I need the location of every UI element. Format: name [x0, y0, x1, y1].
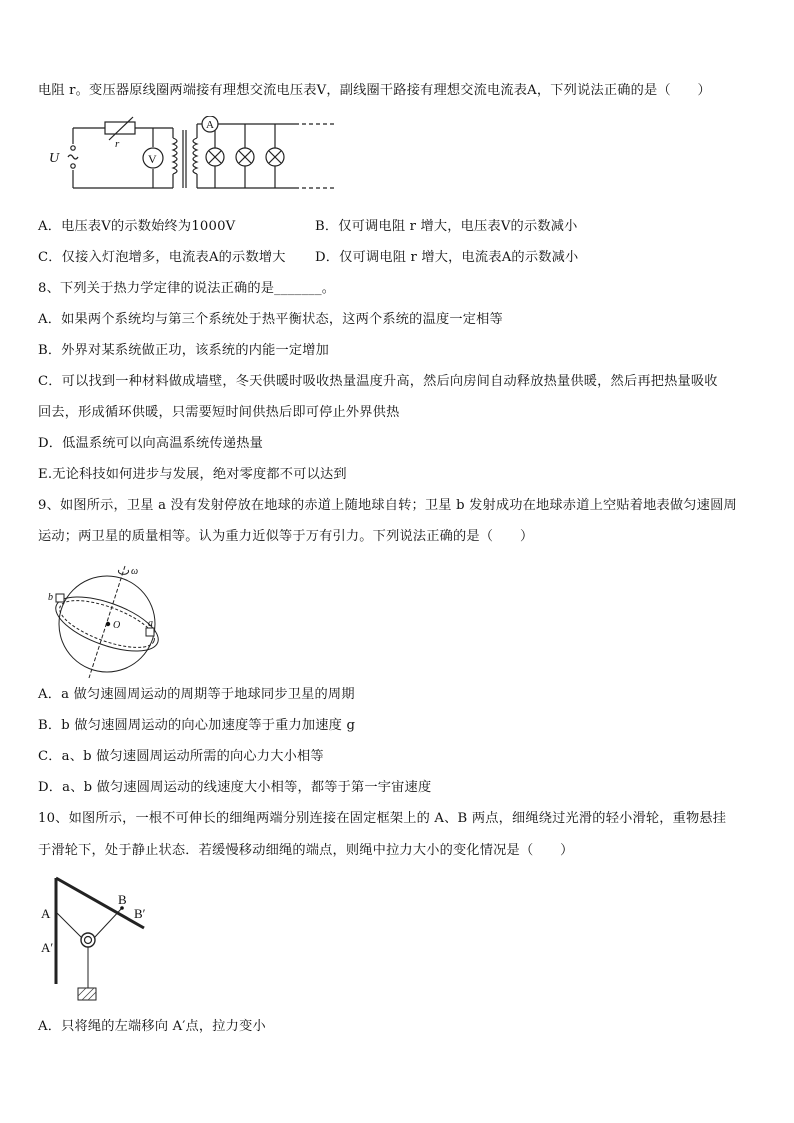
- earth-satellite-figure: [45, 562, 165, 680]
- q7-option-a: A．电压表V的示数始终为1000V: [38, 219, 236, 234]
- satellite-a-label: a: [148, 618, 153, 629]
- q8-option-c: C．可以找到一种材料做成墙壁，冬天供暖时吸收热量温度升高，然后向房间自动释放热量供暖，然后再把热量吸收: [38, 374, 718, 389]
- lamp-icon: [206, 148, 224, 166]
- q9-option-c: C．a、b 做匀速圆周运动所需的向心力大小相等: [38, 749, 324, 764]
- point-a-label: A: [41, 906, 51, 921]
- satellite-b-label: b: [48, 592, 53, 603]
- q7-option-c: C．仅接入灯泡增多，电流表A的示数增大: [38, 250, 286, 265]
- q8-option-b: B．外界对某系统做正功，该系统的内能一定增加: [38, 343, 330, 358]
- source-label: U: [49, 151, 60, 166]
- q10-stem-line1: 10、如图所示，一根不可伸长的细绳两端分别连接在固定框架上的 A、B 两点，细绳绕过光滑的轻小滑轮，重物悬挂: [38, 811, 727, 826]
- q10-option-a: A．只将绳的左端移向 A′点，拉力变小: [38, 1019, 266, 1034]
- satellite-b-icon: [56, 594, 64, 602]
- svg-text:V: V: [148, 152, 157, 166]
- resistor-label: r: [115, 138, 120, 150]
- q10-stem-line2: 于滑轮下，处于静止状态．若缓慢移动细绳的端点，则绳中拉力大小的变化情况是（ ）: [38, 843, 574, 858]
- q9-stem-line2: 运动；两卫星的质量相等。认为重力近似等于万有引力。下列说法正确的是（ ）: [38, 529, 534, 544]
- q8-option-c-continued: 回去，形成循环供暖，只需要短时间供热后即可停止外界供热: [38, 405, 400, 420]
- center-label: O: [113, 620, 121, 631]
- pulley-frame-figure: [38, 872, 158, 1004]
- q7-option-b: B．仅可调电阻 r 增大，电压表V的示数减小: [315, 219, 578, 234]
- ac-source-icon: [68, 146, 78, 168]
- ammeter-icon: [202, 116, 218, 132]
- q8-option-a: A．如果两个系统均与第三个系统处于热平衡状态，这两个系统的温度一定相等: [38, 312, 503, 327]
- weight-block-icon: [78, 988, 96, 1000]
- q8-option-e: E.无论科技如何进步与发展，绝对零度都不可以达到: [38, 467, 347, 482]
- q9-stem-line1: 9、如图所示，卫星 a 没有发射停放在地球的赤道上随地球自转；卫星 b 发射成功在地球赤道上空贴着地表做匀速圆周: [38, 498, 737, 513]
- point-b-label: B: [118, 892, 127, 907]
- q8-option-d: D．低温系统可以向高温系统传递热量: [38, 436, 263, 451]
- voltmeter-icon: [143, 148, 163, 168]
- lamp-icon: [236, 148, 254, 166]
- q7-option-d: D．仅可调电阻 r 增大，电流表A的示数减小: [315, 250, 579, 265]
- lamp-icon: [266, 148, 284, 166]
- q9-option-d: D．a、b 做匀速圆周运动的线速度大小相等，都等于第一宇宙速度: [38, 780, 432, 795]
- q7-stem-tail: 电阻 r。变压器原线圈两端接有理想交流电压表V，副线圈干路接有理想交流电流表A，下列说法正确的是（ ）: [38, 83, 711, 98]
- svg-text:A: A: [206, 119, 214, 131]
- q8-stem: 8、下列关于热力学定律的说法正确的是_______。: [38, 281, 336, 296]
- transformer-circuit-figure: [45, 116, 335, 198]
- point-b-prime-label: B′: [134, 906, 146, 921]
- q9-option-a: A．a 做匀速圆周运动的周期等于地球同步卫星的周期: [38, 687, 355, 702]
- omega-label: ω: [131, 566, 139, 577]
- point-a-prime-label: A′: [41, 940, 54, 955]
- q9-option-b: B．b 做匀速圆周运动的向心加速度等于重力加速度 g: [38, 718, 356, 733]
- satellite-a-icon: [146, 628, 154, 636]
